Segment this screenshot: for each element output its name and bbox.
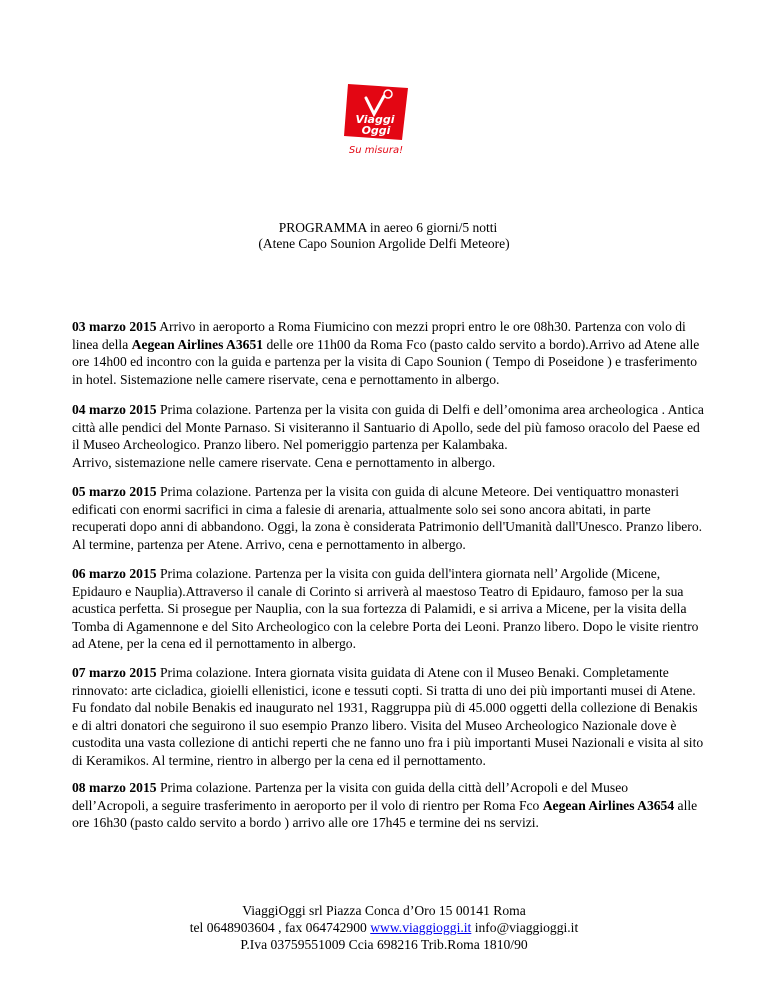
footer-contacts (0, 919, 768, 936)
website-link[interactable]: www.viaggioggi.it (370, 920, 472, 935)
day-date: 07 marzo 2015 (72, 665, 157, 680)
day-date: 05 marzo 2015 (72, 484, 157, 499)
day-date: 06 marzo 2015 (72, 566, 157, 581)
day-text: Arrivo in aeroporto a Roma Fiumicino con mezzi propri entro le ore 08h30. Partenza con volo di linea della (72, 319, 686, 352)
day-text: Prima colazione. Intera giornata visita guidata di Atene con il Museo Benaki. Completamente rinnovato: arte cicladica, gioielli ellenistici, icone e tessuti copti. Si tratta di uno dei più importanti musei di Atene. Fu fondato dal nobile Benakis ed inaugurato nel 1931, Raggruppa più di 45.000 oggetti della collezione di Benakis e di altri donatori che seguirono il suo esempio Pranzo libero. Visita del Museo Archeologico Nazionale dove è custodita una vasta collezione di antichi reperti che ne fanno uno fra i più importanti Musei Nazionali e visita al sito di Keramikos. Al termine, rientro in albergo per la cena ed il pernottamento. (72, 665, 704, 768)
company-footer (0, 902, 768, 953)
day-date: 04 marzo 2015 (72, 402, 157, 417)
day-04-marzo (72, 401, 704, 471)
program-title-line2: (Atene Capo Sounion Argolide Delfi Meteore) (258, 236, 510, 251)
day-07-marzo (72, 664, 704, 769)
program-title-line1: PROGRAMMA in aereo 6 giorni/5 notti (278, 220, 498, 235)
day-date: 03 marzo 2015 (72, 319, 157, 334)
viaggioggi-logo (338, 82, 420, 158)
day-05-marzo (72, 483, 704, 553)
day-06-marzo (72, 565, 704, 653)
footer-phone-fax: tel 0648903604 , fax 064742900 (189, 920, 371, 935)
day-text: Prima colazione. Partenza per la visita con guida di Delfi e dell’omonima area archeologica . Antica città alle pendici del Monte Parnaso. Si visiteranno il Santuario di Apollo, sede del più famoso oracolo del Paese ed il Museo Archeologico. Pranzo libero. Nel pomeriggio partenza per Kalambaka. (72, 402, 704, 452)
logo-text-oggi: Oggi (361, 124, 391, 137)
day-text-cont: delle ore 11h00 da Roma Fco (pasto caldo servito a bordo).Arrivo ad Atene alle ore 14h00 ed incontro con la guida e partenza per la visita di Capo Sounion ( Tempo di Poseidone ) e trasferimento in hotel. Sistemazione nelle camere riservate, cena e pernottamento in albergo. (72, 336, 700, 387)
day-date: 08 marzo 2015 (72, 780, 157, 795)
day-text-cont: alle ore 16h30 (pasto caldo servito a bordo ) arrivo alle ore 17h45 e termine dei ns servizi. (72, 797, 698, 830)
flight-code: Aegean Airlines A3654 (542, 797, 675, 813)
footer-email: info@viaggioggi.it (471, 920, 579, 935)
footer-address: ViaggiOggi srl Piazza Conca d’Oro 15 00141 Roma (242, 903, 526, 918)
day-text: Prima colazione. Partenza per la visita con guida dell'intera giornata nell’ Argolide (Micene, Epidauro e Nauplia).Attraverso il canale di Corinto si arriverà al maestoso Teatro di Epidauro, famoso per la sua acustica perfetta. Si prosegue per Nauplia, con la sua fortezza di Palamidi, e si arriva a Micene, per la visita della Tomba di Agamennone e del Sito Archeologico con la celebre Porta dei Leoni. Pranzo libero. Dopo le visite rientro ad Atene, per la cena ed il pernottamento in albergo. (72, 566, 699, 651)
logo-tagline: Su misura! (348, 145, 404, 156)
footer-vat: P.Iva 03759551009 Ccia 698216 Trib.Roma 1810/90 (240, 937, 528, 952)
day-text: Prima colazione. Partenza per la visita con guida di alcune Meteore. Dei ventiquattro monasteri edificati con enormi sacrifici in cima a falesie di arenaria, attualmente solo sei sono ancora abitati, in parte recuperati dopo anni di abbandono. Oggi, la zona è considerata Patrimonio dell'Umanità dall'Unesco. Pranzo libero. Al termine, partenza per Atene. Arrivo, cena e pernottamento in albergo. (72, 484, 703, 552)
day-text-cont: Arrivo, sistemazione nelle camere riservate. Cena e pernottamento in albergo. (72, 454, 496, 470)
day-03-marzo (72, 318, 704, 388)
program-title (0, 220, 768, 252)
flight-code: Aegean Airlines A3651 (131, 336, 264, 352)
logo-text-viaggi: Viaggi (355, 113, 395, 126)
day-08-marzo (72, 779, 704, 832)
day-text: Prima colazione. Partenza per la visita con guida della città dell’Acropoli e del Museo dell’Acropoli, a seguire trasferimento in aeroporto per il volo di rientro per Roma Fco (72, 780, 629, 813)
